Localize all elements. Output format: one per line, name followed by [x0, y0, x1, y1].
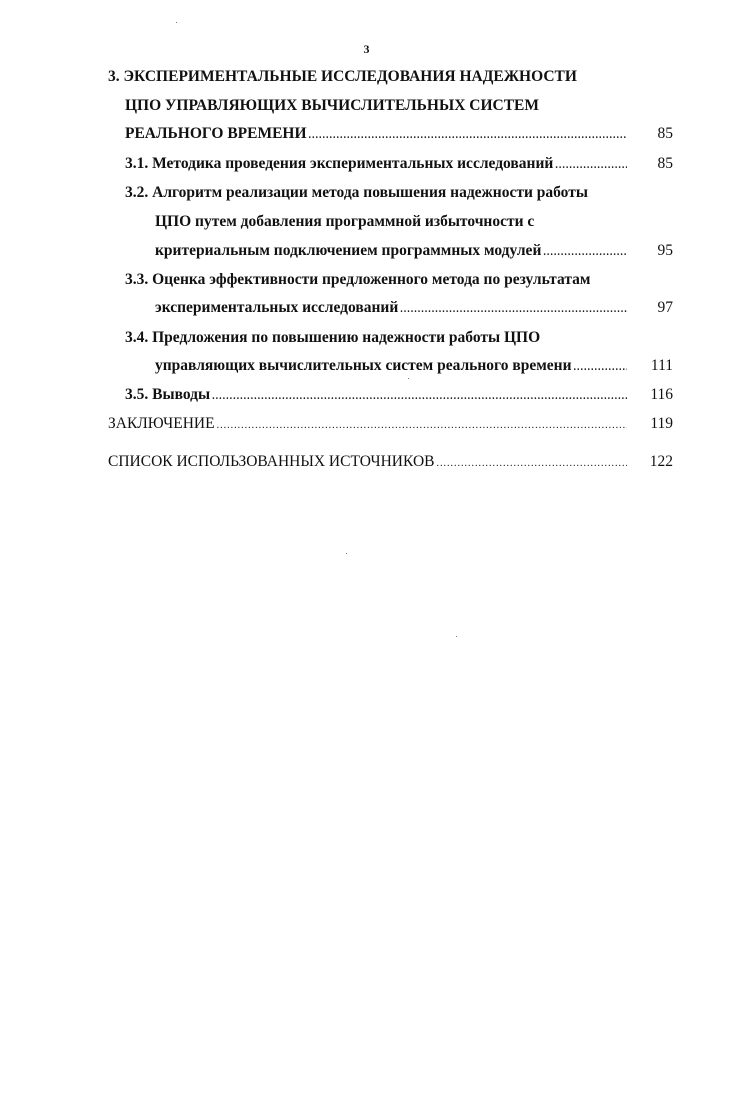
toc-section-3-3-entry[interactable] — [155, 298, 630, 320]
toc-section-3-3-page: 97 — [657, 299, 673, 316]
toc-section-3-2-page: 95 — [657, 242, 673, 259]
toc-section-3-2-line-3: критериальным подключением программных модулей — [155, 242, 542, 259]
scan-speck — [346, 553, 347, 554]
toc-chapter-3-page: 85 — [657, 125, 673, 142]
scan-speck — [456, 636, 457, 637]
toc-conclusion-page: 119 — [650, 415, 673, 432]
dot-leader — [543, 243, 627, 263]
toc-conclusion-entry[interactable] — [108, 414, 630, 436]
page-number: 3 — [363, 42, 370, 56]
toc-section-3-1-title: 3.1. Методика проведения экспериментальных исследований — [125, 155, 554, 172]
scan-speck — [408, 378, 409, 379]
dot-leader — [436, 454, 627, 474]
toc-section-3-1-entry[interactable] — [125, 154, 630, 176]
toc-chapter-3-title-line-2: ЦПО УПРАВЛЯЮЩИХ ВЫЧИСЛИТЕЛЬНЫХ СИСТЕМ — [125, 97, 540, 114]
toc-references-entry[interactable] — [108, 452, 630, 474]
toc-section-3-3-line-2: экспериментальных исследований — [155, 299, 399, 316]
toc-section-3-3-line-1: 3.3. Оценка эффективности предложенного метода по результатам — [125, 271, 591, 288]
toc-section-3-4-entry[interactable] — [155, 356, 630, 378]
toc-section-3-4-page: 111 — [650, 357, 673, 374]
toc-chapter-3-title-line-3: РЕАЛЬНОГО ВРЕМЕНИ — [125, 125, 307, 142]
toc-references-title: СПИСОК ИСПОЛЬЗОВАННЫХ ИСТОЧНИКОВ — [108, 453, 435, 470]
dot-leader — [574, 358, 627, 378]
toc-section-3-5-entry[interactable] — [125, 385, 630, 407]
toc-section-3-5-page: 116 — [650, 386, 673, 403]
toc-references-page: 122 — [649, 453, 673, 470]
toc-section-3-4-line-1: 3.4. Предложения по повышению надежности работы ЦПО — [125, 329, 541, 346]
dot-leader — [217, 416, 627, 436]
toc-chapter-3-entry[interactable] — [125, 124, 630, 146]
dot-leader — [309, 126, 627, 146]
toc-section-3-2-line-2: ЦПО путем добавления программной избыточности с — [155, 213, 535, 230]
toc-section-3-2-entry[interactable] — [155, 241, 630, 263]
dot-leader — [212, 387, 627, 407]
dot-leader — [555, 156, 627, 176]
toc-section-3-5-title: 3.5. Выводы — [125, 386, 211, 403]
toc-section-3-1-page: 85 — [657, 155, 673, 172]
scan-speck — [176, 22, 177, 23]
toc-section-3-2-line-1: 3.2. Алгоритм реализации метода повышения надежности работы — [125, 184, 588, 201]
dot-leader — [400, 300, 627, 320]
toc-chapter-3-title-line-1: 3. ЭКСПЕРИМЕНТАЛЬНЫЕ ИССЛЕДОВАНИЯ НАДЕЖНОСТИ — [108, 68, 577, 85]
toc-conclusion-title: ЗАКЛЮЧЕНИЕ — [108, 415, 215, 432]
toc-section-3-4-line-2: управляющих вычислительных систем реального времени — [155, 357, 572, 374]
